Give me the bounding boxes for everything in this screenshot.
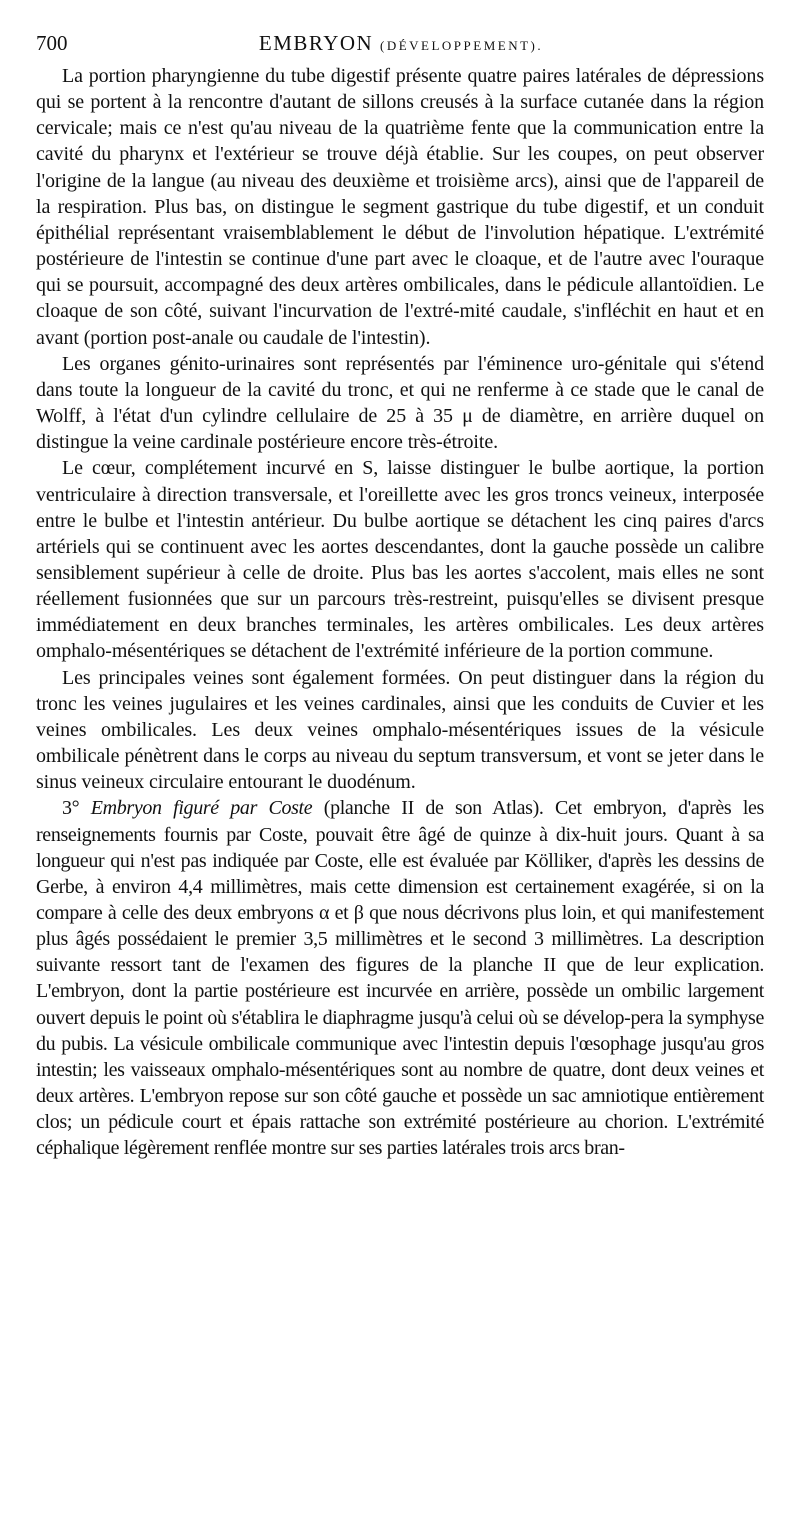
paragraph-pharynx: La portion pharyngienne du tube digestif présente quatre paires latérales de dépressions qui se portent à la rencontre d'autant de sillons creusés à la surface cutanée dans la région cervicale; mais ce n'est qu'au niveau de la quatrième fente que la communication entre la cavité du pharynx et l'extérieur se trouve déjà établie. Sur les coupes, on peut observer l'origine de la langue (au niveau des deuxième et troisième arcs), ainsi que de l'appareil de la respiration. Plus bas, on distingue le segment gastrique du tube digestif, et un conduit épithélial représentant vraisemblablement le début de l'involution hépatique. L'extrémité postérieure de l'intestin se continue d'une part avec le cloaque, et de l'autre avec l'ouraque qui se poursuit, accompagné des deux artères ombilicales, dans le pédicule allantoïdien. Le cloaque de son côté, suivant l'incurvation de l'extré-mité caudale, s'infléchit en haut et en avant (portion post-anale ou caudale de l'intestin). (36, 65, 764, 349)
running-title-subtitle: (DÉVELOPPEMENT). (379, 38, 544, 53)
running-head (36, 30, 766, 58)
body-text (36, 63, 764, 1162)
paragraph-coste-embryo (36, 795, 764, 1161)
page-number: 700 (36, 31, 68, 55)
paragraph-heart: Le cœur, complétement incurvé en S, laisse distinguer le bulbe aortique, la portion ventriculaire à direction transversale, et l'oreillette avec les gros troncs veineux, interposée entre le bulbe et l'intestin antérieur. Du bulbe aortique se détachent les cinq paires d'arcs artériels qui se continuent avec les aortes descendantes, dont la gauche possède un calibre sensiblement supérieur à celle de droite. Plus bas les aortes s'accolent, mais elles ne sont réellement fusionnées que sur un parcours très-restreint, puisqu'elles se divisent presque immédiatement en deux branches terminales, les artères ombilicales. Les deux artères omphalo-mésentériques se détachent de l'extrémité inférieure de la portion commune. (36, 457, 764, 663)
running-title (36, 30, 766, 59)
running-title-main: EMBRYON (258, 31, 374, 55)
paragraph-genito-urinary: Les organes génito-urinaires sont représentés par l'éminence uro-génitale qui s'étend dans toute la longueur de la cavité du tronc, et qui ne renferme à ce stade que le canal de Wolff, à l'état d'un cylindre cellulaire de 25 à 35 μ de diamètre, en arrière duquel on distingue la veine cardinale postérieure encore très-étroite. (36, 352, 764, 454)
paragraph-veins: Les principales veines sont également formées. On peut distinguer dans la région du tronc les veines jugulaires et les veines cardinales, ainsi que les conduits de Cuvier et les veines ombilicales. Les deux veines omphalo-mésentériques issues de la vésicule ombilicale pénètrent dans le corps au niveau du septum transversum, et vont se jeter dans le sinus veineux circulaire entourant le duodénum. (36, 666, 764, 794)
section-title: Embryon figuré par Coste (90, 797, 313, 820)
section-number: 3° (62, 797, 91, 820)
section-body: (planche II de son Atlas). Cet embryon, d'après les renseignements fournis par Coste, pouvait être âgé de quinze à dix-huit jours. Quant à sa longueur qui n'est pas indiquée par Coste, elle est évaluée par Kölliker, d'après les dessins de Gerbe, à environ 4,4 millimètres, mais cette dimension est certainement exagérée, si on la compare à celle des deux embryons α et β que nous décrivons plus loin, et qui manifestement plus âgés possédaient le premier 3,5 millimètres et le second 3 millimètres. La description suivante ressort tant de l'examen des figures de la planche II que de leur explication. L'embryon, dont la partie postérieure est incurvée en arrière, possède un ombilic largement ouvert depuis le point où s'établira le diaphragme jusqu'à celui où se dévelop-pera la symphyse du pubis. La vésicule ombilicale communique avec l'intestin depuis l'œsophage jusqu'au gros intestin; les vaisseaux omphalo-mésentériques sont au nombre de quatre, dont deux veines et deux artères. L'embryon repose sur son côté gauche et possède un sac amniotique entièrement clos; un pédicule court et épais rattache son extrémité postérieure au chorion. L'extrémité céphalique légèrement renflée montre sur ses parties latérales trois arcs bran- (36, 797, 764, 1160)
